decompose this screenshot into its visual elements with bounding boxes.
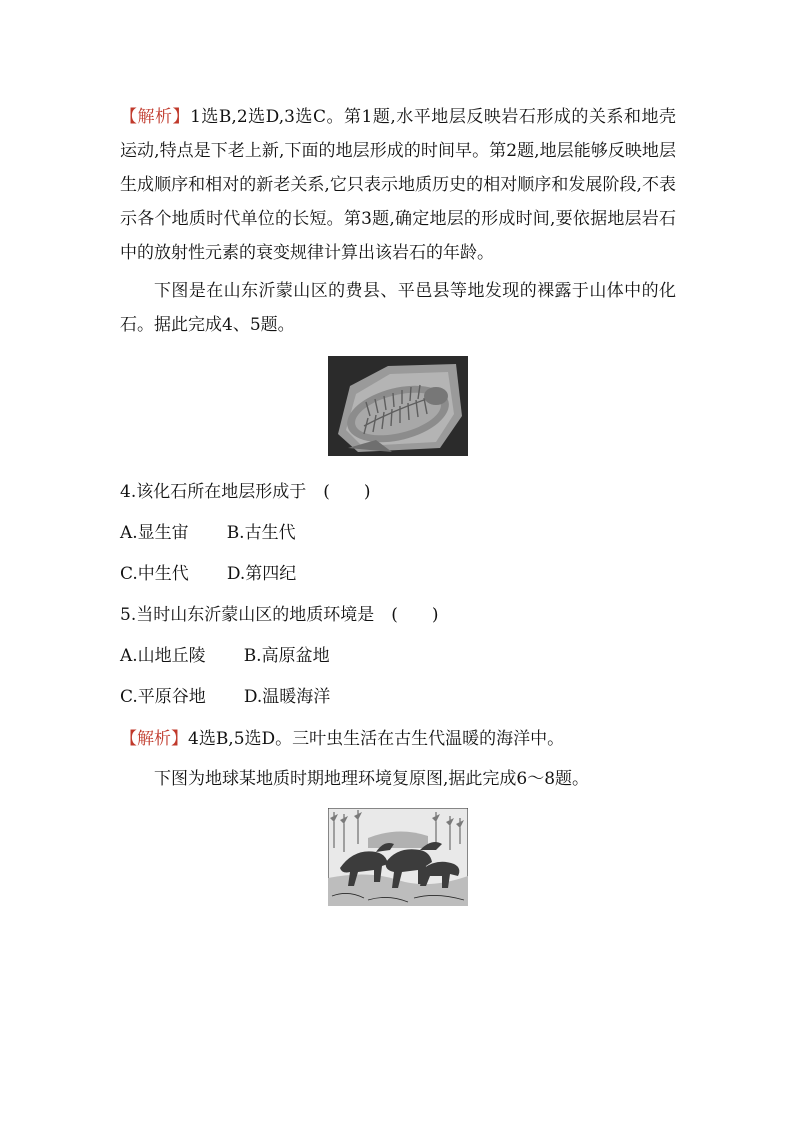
document-page (120, 100, 676, 906)
question-4-options-row-2 (120, 554, 676, 595)
question-5-stem: 5.当时山东沂蒙山区的地质环境是 ( ) (120, 605, 439, 625)
analysis-text: 1选B,2选D,3选C。第1题,水平地层反映岩石形成的关系和地壳运动,特点是下老上新,下面的地层形成的时间早。第2题,地层能够反映地层生成顺序和相对的新老关系,它只表示地质历史的相对顺序和发展阶段,不表示各个地质时代单位的长短。第3题,确定地层的形成时间,要依据地层岩石中的放射性元素的衰变规律计算出该岩石的年龄。 (120, 107, 677, 263)
analysis-paragraph-1 (120, 100, 676, 270)
option-b: B.高原盆地 (243, 646, 330, 666)
option-a: A.显生宙 (120, 523, 189, 543)
analysis-tag: 【解析】 (120, 729, 188, 749)
analysis-text: 4选B,5选D。三叶虫生活在古生代温暖的海洋中。 (188, 729, 565, 749)
option-c: C.中生代 (120, 564, 189, 584)
option-d: D.第四纪 (226, 564, 297, 584)
option-d: D.温暖海洋 (243, 687, 331, 707)
option-a: A.山地丘陵 (120, 646, 206, 666)
question-5-options-row-1 (120, 636, 676, 677)
intro-paragraph-1: 下图是在山东沂蒙山区的费县、平邑县等地发现的裸露于山体中的化石。据此完成4、5题。 (120, 281, 676, 335)
analysis-paragraph-2 (120, 722, 676, 756)
question-5-options-row-2 (120, 677, 676, 718)
option-c: C.平原谷地 (120, 687, 206, 707)
analysis-tag: 【解析】 (120, 107, 191, 127)
question-4-stem: 4.该化石所在地层形成于 ( ) (120, 482, 371, 502)
question-4-options-row-1 (120, 513, 676, 554)
trilobite-fossil-image (328, 356, 468, 456)
option-b: B.古生代 (226, 523, 296, 543)
intro-paragraph-2: 下图为地球某地质时期地理环境复原图,据此完成6～8题。 (154, 769, 590, 789)
geologic-period-reconstruction-image (328, 808, 468, 906)
